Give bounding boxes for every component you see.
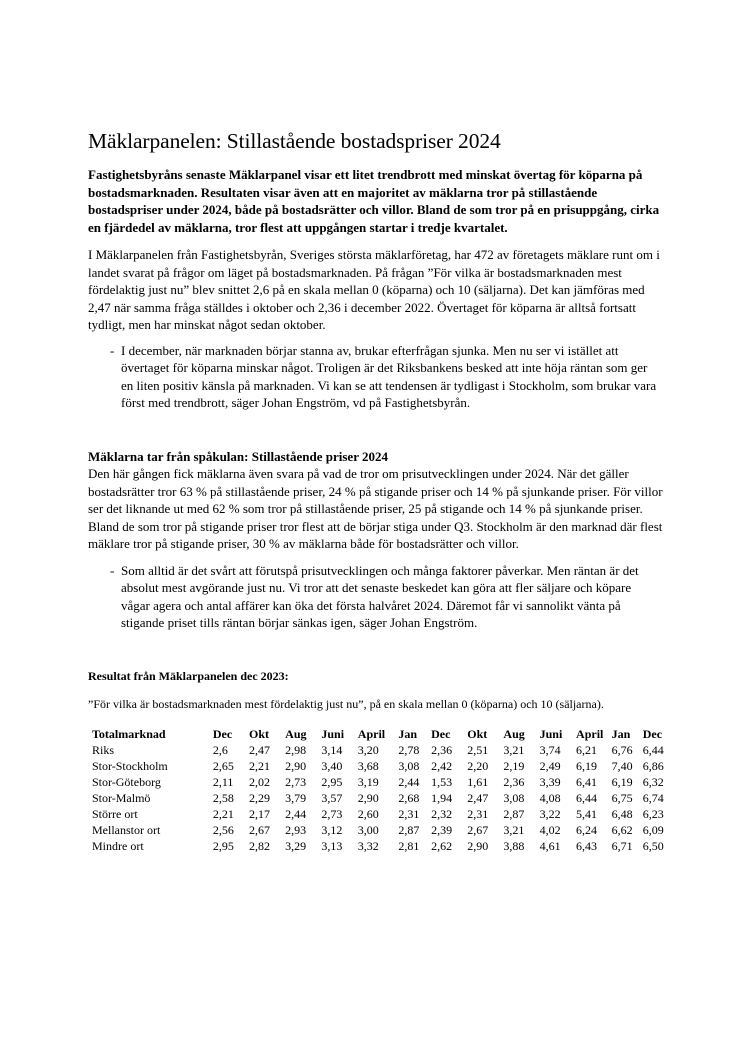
results-description: ”För vilka är bostadsmarknaden mest fördelaktig just nu”, på en skala mellan 0 (köparna) och 10 (säljarna). [88, 696, 604, 711]
table-cell: 2,20 [467, 758, 489, 773]
table-row-label: Stor-Stockholm [92, 758, 168, 773]
table-cell: 2,82 [249, 838, 271, 853]
table-cell: 6,19 [611, 774, 633, 789]
table-cell: 2,39 [431, 822, 453, 837]
table-cell: 2,47 [467, 790, 489, 805]
table-row [88, 758, 668, 774]
table-cell: 6,50 [642, 838, 664, 853]
table-cell: 2,51 [467, 742, 489, 757]
table-cell: 6,43 [576, 838, 598, 853]
table-cell: 6,32 [642, 774, 664, 789]
table-cell: 2,73 [321, 806, 343, 821]
table-cell: 1,94 [431, 790, 453, 805]
table-cell: 2,56 [212, 822, 234, 837]
table-header-cell: Okt [249, 726, 270, 741]
table-cell: 3,08 [503, 790, 525, 805]
table-cell: 3,22 [539, 806, 561, 821]
table-cell: 3,00 [357, 822, 379, 837]
table-cell: 3,79 [285, 790, 307, 805]
table-cell: 3,88 [503, 838, 525, 853]
table-header-cell: Jan [611, 726, 631, 741]
body-paragraph-1: I Mäklarpanelen från Fastighetsbyrån, Sveriges största mäklarföretag, har 472 av företagets mäklare runt om i landet svarat på frågor om läget på bostadsmarknaden. På frågan ”För vilka är bostadsmarknaden mest fördelaktig just nu” blev snittet 2,6 på en skala mellan 0 (köparna) och 10 (säljarna). Det kan jämföras med 2,47 när samma fråga ställdes i oktober och 2,36 i december 2022. Övertaget för köparna är alltså fortsatt tydligt, men har minskat något sedan oktober. [88, 247, 660, 332]
table-cell: 3,74 [539, 742, 561, 757]
table-cell: 6,09 [642, 822, 664, 837]
table-cell: 3,68 [357, 758, 379, 773]
section-heading: Mäklarna tar från spåkulan: Stillastående priser 2024 [88, 448, 388, 464]
table-cell: 3,29 [285, 838, 307, 853]
table-cell: 2,44 [285, 806, 307, 821]
table-cell: 2,31 [467, 806, 489, 821]
table-cell: 2,21 [249, 758, 271, 773]
table-cell: 2,32 [431, 806, 453, 821]
table-cell: 6,44 [642, 742, 664, 757]
table-cell: 4,61 [539, 838, 561, 853]
table-cell: 5,41 [576, 806, 598, 821]
table-cell: 4,08 [539, 790, 561, 805]
table-cell: 6,86 [642, 758, 664, 773]
body-paragraph-2: Den här gången fick mäklarna även svara på vad de tror om prisutvecklingen under 2024. När det gäller bostadsrätter tror 63 % på stillastående priser, 24 % på stigande priser och 14 % på sjunkande priser. För villor ser det liknande ut med 62 % som tror på stillastående priser, 25 på stigande och 14 % på sjunkande priser. Bland de som tror på stigande priser tror flest att de börjar stiga under Q3. Stockholm är den marknad där flest mäklare tror på stigande priser, 30 % av mäklarna både för bostadsrätter och villor. [88, 466, 663, 551]
table-row-label: Stor-Göteborg [92, 774, 161, 789]
table-header-cell: April [576, 726, 604, 741]
table-header-cell: Juni [539, 726, 563, 741]
page-title: Mäklarpanelen: Stillastående bostadspriser 2024 [88, 129, 501, 153]
table-cell: 6,21 [576, 742, 598, 757]
table-cell: 2,62 [431, 838, 453, 853]
table-row-label: Mellanstor ort [92, 822, 161, 837]
table-cell: 2,68 [398, 790, 420, 805]
table-cell: 2,67 [467, 822, 489, 837]
table-cell: 2,49 [539, 758, 561, 773]
table-cell: 2,90 [357, 790, 379, 805]
table-cell: 1,53 [431, 774, 453, 789]
table-cell: 1,61 [467, 774, 489, 789]
table-cell: 2,29 [249, 790, 271, 805]
table-header-cell: Okt [467, 726, 488, 741]
table-cell: 2,95 [321, 774, 343, 789]
table-cell: 2,87 [503, 806, 525, 821]
table-header-cell: Dec [212, 726, 233, 741]
lead-paragraph: Fastighetsbyråns senaste Mäklarpanel visar ett litet trendbrott med minskat övertag för köparna på bostadsmarknaden. Resultaten visar även att en majoritet av mäklarna tror på stillastående bostadspriser under 2024, både på bostadsrätter och villor. Bland de som tror på en prisuppgång, cirka en fjärdedel av mäklarna, tror flest att uppgången startar i tredje kvartalet. [88, 167, 660, 235]
quote-2 [88, 562, 668, 632]
table-cell: 6,24 [576, 822, 598, 837]
table-cell: 2,36 [503, 774, 525, 789]
table-cell: 6,71 [611, 838, 633, 853]
table-header-cell: Dec [431, 726, 451, 741]
results-title: Resultat från Mäklarpanelen dec 2023: [88, 668, 289, 683]
table-cell: 2,31 [398, 806, 420, 821]
table-cell: 3,32 [357, 838, 379, 853]
table-body [88, 742, 668, 854]
table-cell: 2,21 [212, 806, 234, 821]
table-row-label: Större ort [92, 806, 138, 821]
table-cell: 2,58 [212, 790, 234, 805]
table-cell: 2,81 [398, 838, 420, 853]
table-cell: 7,40 [611, 758, 633, 773]
table-header-row [88, 726, 668, 742]
table-row [88, 774, 668, 790]
table-row [88, 806, 668, 822]
table-cell: 3,21 [503, 822, 525, 837]
table-cell: 2,60 [357, 806, 379, 821]
quote-2-text: Som alltid är det svårt att förutspå prisutvecklingen och många faktorer påverkar. Men räntan är det absolut mest avgörande just nu. Vi tror att det senaste beskedet kan göra att fler säljare och köpare vågar agera och antal affärer kan öka det första halvåret 2024. Däremot får vi sannolikt vänta på stigande priset tills räntan börjar sänkas igen, säger Johan Engström. [121, 562, 639, 630]
table-row [88, 742, 668, 758]
table-cell: 2,73 [285, 774, 307, 789]
table-cell: 4,02 [539, 822, 561, 837]
table-cell: 3,57 [321, 790, 343, 805]
document-content [88, 128, 668, 854]
table-cell: 2,93 [285, 822, 307, 837]
table-cell: 3,20 [357, 742, 379, 757]
table-row [88, 838, 668, 854]
table-header-cell: Aug [503, 726, 525, 741]
table-cell: 6,75 [611, 790, 633, 805]
bullet-dash: - [110, 342, 115, 358]
table-cell: 6,23 [642, 806, 664, 821]
table-cell: 3,13 [321, 838, 343, 853]
table-cell: 2,17 [249, 806, 271, 821]
table-cell: 3,12 [321, 822, 343, 837]
table-cell: 2,67 [249, 822, 271, 837]
quote-1-text: I december, när marknaden börjar stanna av, brukar efterfrågan sjunka. Men nu ser vi istället att övertaget för köparna minskar något. Troligen är det Riksbankens besked att inte höja räntan som ger en liten positiv känsla på marknaden. Vi kan se att tendensen är tydligast i Stockholm, som brukar vara först med trendbrott, säger Johan Engström, vd på Fastighetsbyrån. [121, 342, 657, 410]
table-cell: 6,19 [576, 758, 598, 773]
table-cell: 2,65 [212, 758, 234, 773]
table-cell: 3,08 [398, 758, 420, 773]
table-cell: 6,48 [611, 806, 633, 821]
results-table [88, 726, 668, 854]
table-cell: 3,21 [503, 742, 525, 757]
table-cell: 2,90 [285, 758, 307, 773]
table-cell: 2,44 [398, 774, 420, 789]
table-cell: 3,14 [321, 742, 343, 757]
table-cell: 3,19 [357, 774, 379, 789]
table-row [88, 790, 668, 806]
bullet-dash: - [110, 562, 115, 578]
table-cell: 6,76 [611, 742, 633, 757]
table-row-label: Stor-Malmö [92, 790, 151, 805]
table-row [88, 822, 668, 838]
table-cell: 2,11 [212, 774, 234, 789]
table-cell: 2,36 [431, 742, 453, 757]
table-header-cell: Aug [285, 726, 307, 741]
table-cell: 6,41 [576, 774, 598, 789]
table-header-cell: Totalmarknad [92, 726, 166, 741]
table-cell: 3,39 [539, 774, 561, 789]
table-cell: 2,78 [398, 742, 420, 757]
table-cell: 2,87 [398, 822, 420, 837]
table-row-label: Mindre ort [92, 838, 144, 853]
table-cell: 2,6 [212, 742, 228, 757]
quote-1 [88, 342, 668, 412]
table-cell: 2,02 [249, 774, 271, 789]
table-cell: 2,42 [431, 758, 453, 773]
table-cell: 2,47 [249, 742, 271, 757]
table-cell: 3,40 [321, 758, 343, 773]
table-cell: 6,62 [611, 822, 633, 837]
table-header-cell: April [357, 726, 386, 741]
table-cell: 2,98 [285, 742, 307, 757]
table-cell: 2,90 [467, 838, 489, 853]
table-row-label: Riks [92, 742, 115, 757]
table-header-cell: Juni [321, 726, 345, 741]
table-cell: 2,19 [503, 758, 525, 773]
table-header-cell: Jan [398, 726, 417, 741]
table-cell: 6,74 [642, 790, 664, 805]
table-cell: 2,95 [212, 838, 234, 853]
table-cell: 6,44 [576, 790, 598, 805]
table-header-cell: Dec [642, 726, 663, 741]
